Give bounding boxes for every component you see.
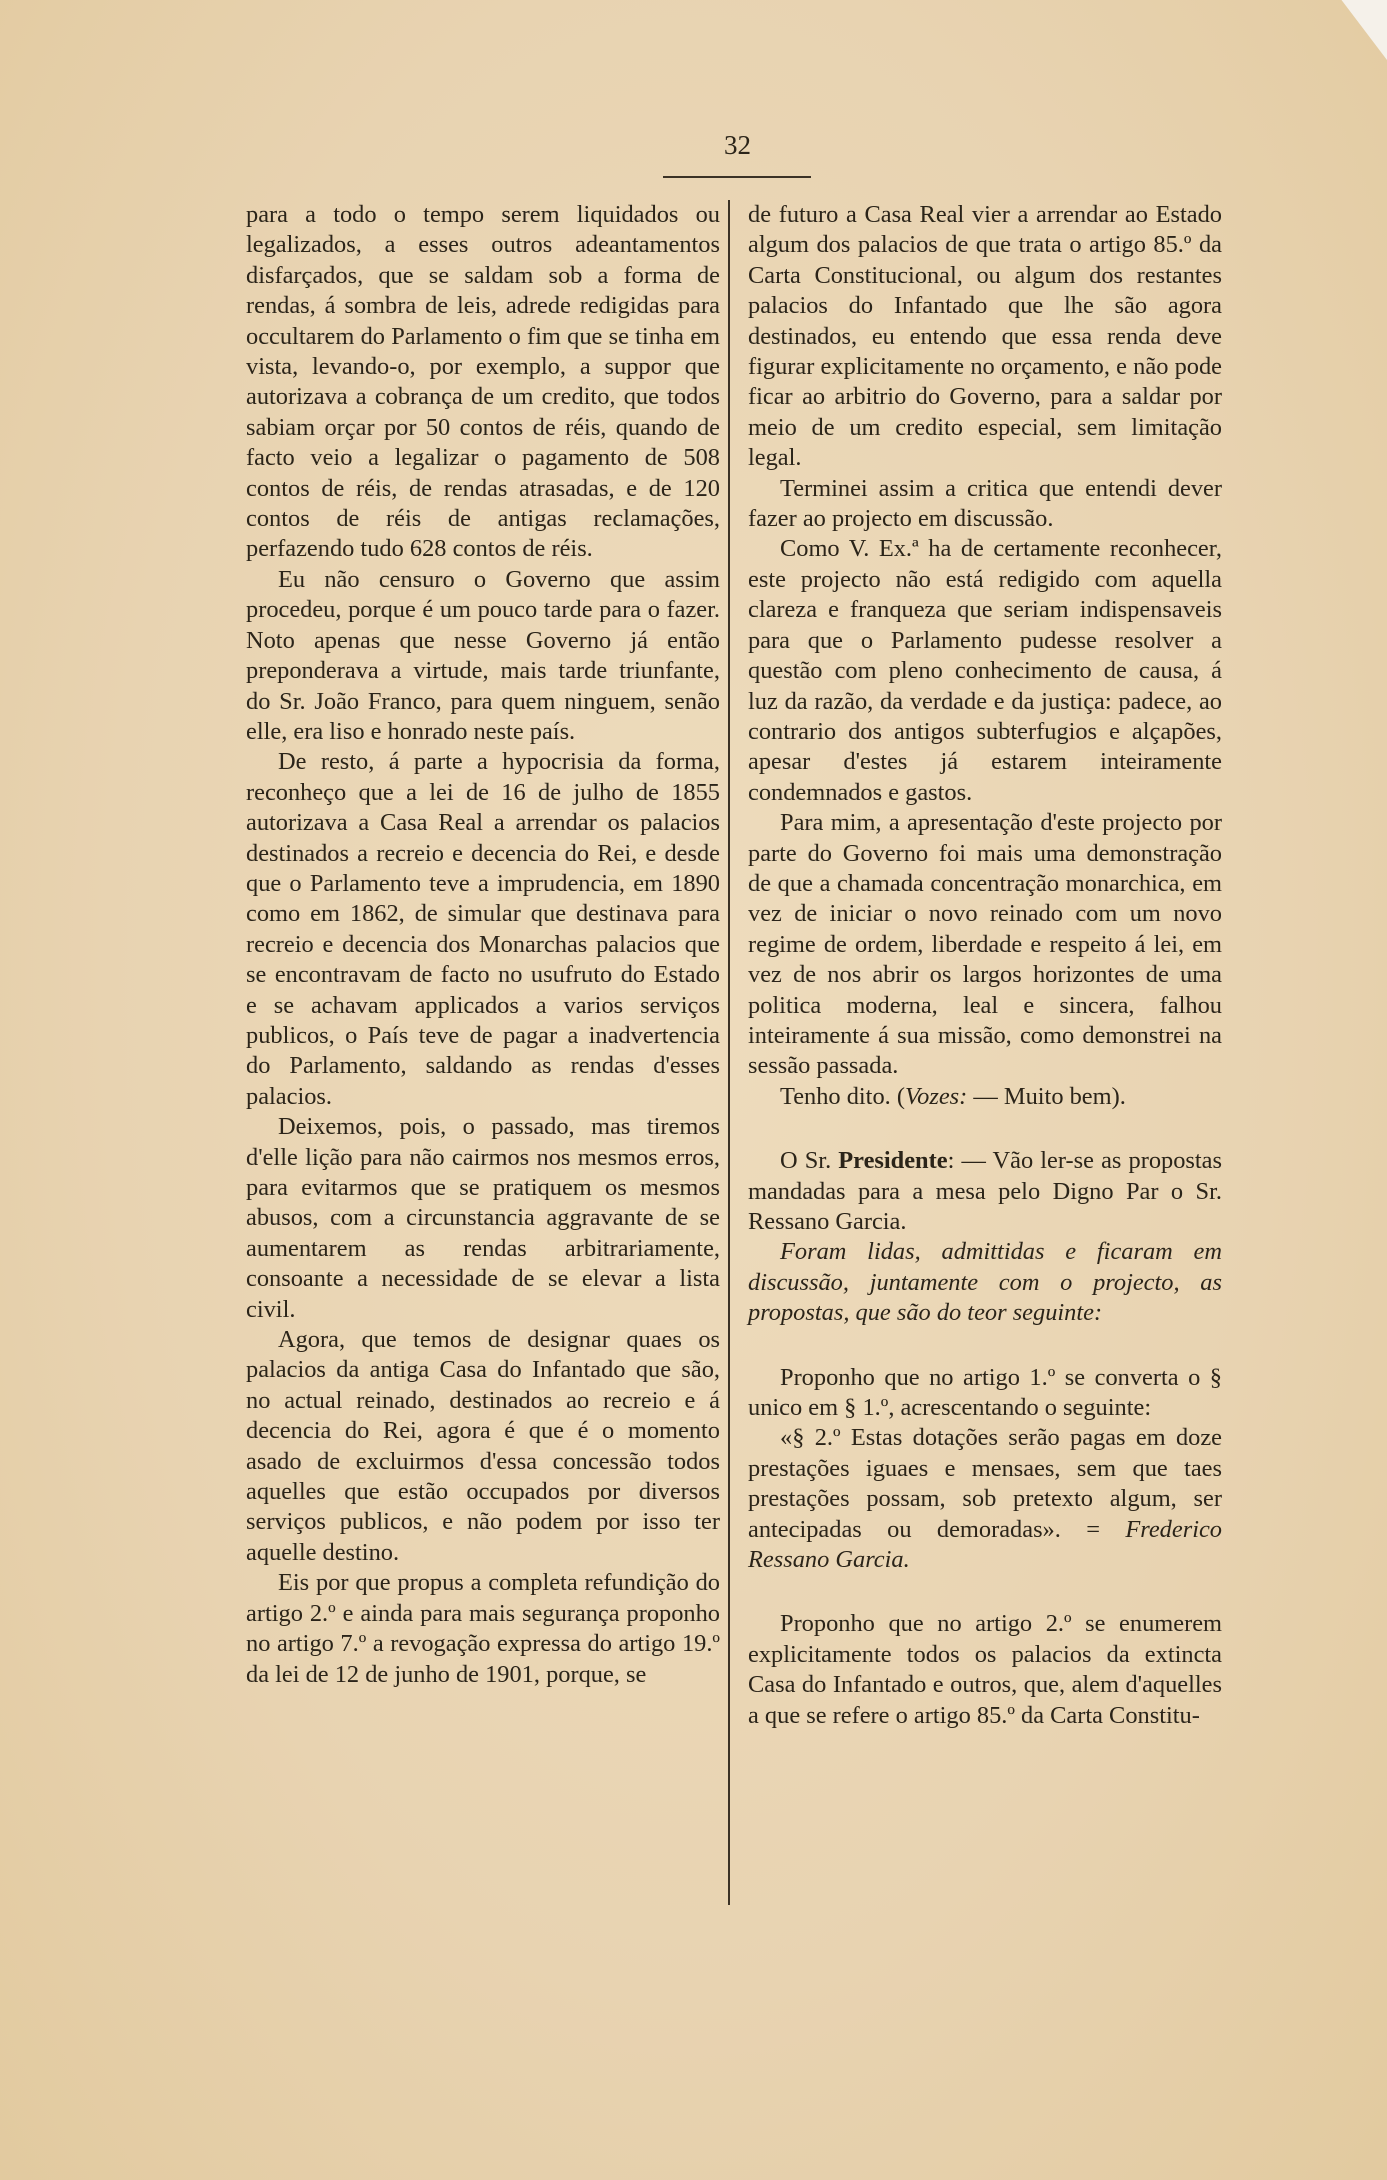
president-statement [748,1146,1222,1237]
proposal-paragraph [748,1423,1222,1575]
header-rule [663,176,811,178]
page-number: 32 [724,130,751,160]
paragraph: Deixemos, pois, o passado, mas tiremos d'elle lição para não cairmos nos mesmos erros, para evitarmos que se pratiquem os mesmos abusos, com a circunstancia aggravante de se aumentarem as rendas arbitrariamente, consoante a necessidade de se elevar a lista civil. [246,1113,720,1323]
paragraph: Terminei assim a critica que entendi dever fazer ao projecto em discussão. [748,474,1222,533]
paragraph: para a todo o tempo serem liquidados ou legalizados, a esses outros adeantamentos disfarçados, que se saldam sob a forma de rendas, á sombra de leis, adrede redigidas para occultarem do Parlamento o fim que se tinha em vista, levando-o, por exemplo, a suppor que autorizava a cobrança de um credito, que todos sabiam orçar por 50 contos de réis, quando de facto veio a legalizar o pagamento de 508 contos de réis, de rendas atrasadas, e de 120 contos de réis de antigas reclamações, perfazendo tudo 628 contos de réis. [246,201,720,563]
closing-remark [748,1082,1222,1112]
column-divider [728,200,730,1905]
closing-tail: — Muito bem). [967,1082,1126,1110]
paragraph: Para mim, a apresentação d'este projecto por parte do Governo foi mais uma demonstração de que a chamada concentração monarchica, em vez de iniciar o novo reinado com um novo regime de ordem, liberdade e respeito á lei, em vez de nos abrir os largos horizontes de uma politica moderna, leal e sincera, falhou inteiramente á sua missão, como demonstrei na sessão passada. [748,809,1222,1080]
page-corner [1317,0,1387,60]
paragraph: De resto, á parte a hypocrisia da forma, reconheço que a lei de 16 de julho de 1855 autorizava a Casa Real a arrendar os palacios destinados a recreio e decencia do Rei, e desde que o Parlamento teve a imprudencia, em 1890 como em 1862, de simular que destinava para recreio e decencia dos Monarchas palacios que se encontravam de facto no usufruto do Estado e se achavam applicados a varios serviços publicos, o País teve de pagar a inadvertencia do Parlamento, saldando as rendas d'esses palacios. [246,748,720,1110]
closing-text: Tenho dito. ( [780,1082,905,1110]
closing-italic: Vozes: [904,1082,968,1110]
speaker-text: : — Vão ler-se as propostas mandadas para a mesa pelo Digno Par o Sr. Ressano Garcia. [748,1147,1222,1235]
proposal-paragraph: Proponho que no artigo 2.º se enumerem explicitamente todos os palacios da extincta Casa do Infantado e outros, que, alem d'aquelles a que se refere o artigo 85.º da Carta Constitu- [748,1610,1222,1729]
left-column [246,200,720,1690]
speaker-name: Presidente [838,1147,948,1175]
paragraph: Eu não censuro o Governo que assim procedeu, porque é um pouco tarde para o fazer. Noto apenas que nesse Governo já então preponderava a virtude, mais tarde triunfante, do Sr. João Franco, para quem ninguem, senão elle, era liso e honrado neste país. [246,565,720,745]
paragraph: Eis por que propus a completa refundição do artigo 2.º e ainda para mais segurança proponho no artigo 7.º a revogação expressa do artigo 19.º da lei de 12 de junho de 1901, porque, se [246,1569,720,1688]
paragraph: Agora, que temos de designar quaes os palacios da antiga Casa do Infantado que são, no actual reinado, destinados ao recreio e á decencia do Rei, agora é que é o momento asado de excluirmos d'essa concessão todos aquelles que estão occupados por diversos serviços publicos, e não podem por isso ter aquelle destino. [246,1326,720,1566]
proceedings-note: Foram lidas, admittidas e ficaram em discussão, juntamente com o projecto, as propostas, que são do teor seguinte: [748,1238,1222,1327]
speaker-prefix: O Sr. [780,1147,839,1175]
proposal-paragraph: Proponho que no artigo 1.º se converta o § unico em § 1.º, acrescentando o seguinte: [748,1363,1222,1422]
right-column [748,200,1222,1731]
paragraph: de futuro a Casa Real vier a arrendar ao Estado algum dos palacios de que trata o artigo 85.º da Carta Constitucional, ou algum dos restantes palacios do Infantado que lhe são agora destinados, eu entendo que essa renda deve figurar explicitamente no orçamento, e não pode ficar ao arbitrio do Governo, para a saldar por meio de um credito especial, sem limitação legal. [748,201,1222,472]
proposal-signature: Frederico Ressano Garcia. [748,1515,1222,1574]
paragraph: Como V. Ex.ª ha de certamente reconhecer, este projecto não está redigido com aquella clareza e franqueza que seriam indispensaveis para que o Parlamento pudesse resolver a questão com pleno conhecimento de causa, á luz da razão, da verdade e da justiça: padece, ao contrario dos antigos subterfugios e alçapões, apesar d'estes já estarem inteiramente condemnados e gastos. [748,535,1222,806]
proposal-text: «§ 2.º Estas dotações serão pagas em doze prestações iguaes e mensaes, sem que taes prestações possam, sob pretexto algum, ser antecipadas ou demoradas». = [748,1424,1222,1543]
